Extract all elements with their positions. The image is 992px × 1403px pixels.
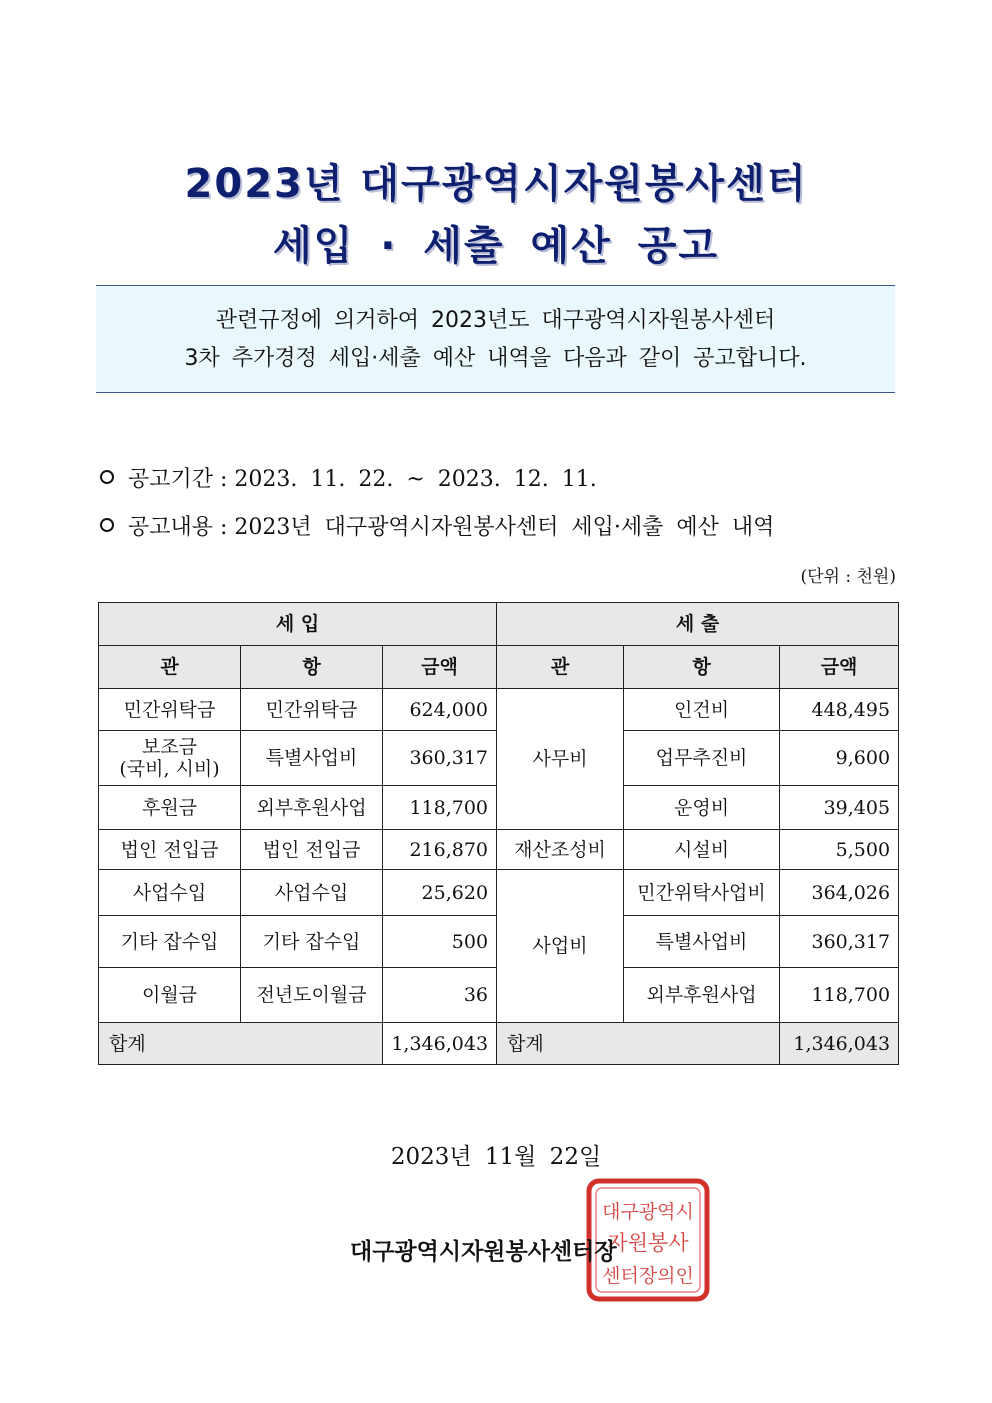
revenue-amount: 25,620 — [383, 870, 497, 916]
revenue-amount: 500 — [383, 916, 497, 968]
notice-period — [100, 462, 597, 493]
intro-line1: 관련규정에 의거하여 2023년도 대구광역시자원봉사센터 — [215, 308, 776, 333]
revenue-amount: 216,870 — [383, 830, 497, 870]
expense-gwan-business: 사업비 — [497, 870, 624, 1023]
expense-hang: 인건비 — [624, 689, 780, 731]
col-header-amount: 금액 — [780, 646, 899, 689]
revenue-gwan: 법인 전입금 — [99, 830, 241, 870]
intro-line2: 3차 추가경정 세입·세출 예산 내역을 다음과 같이 공고합니다. — [184, 346, 807, 371]
revenue-amount: 624,000 — [383, 689, 497, 731]
organization-name: 대구광역시자원봉사센터장 — [350, 1238, 617, 1265]
expense-total: 1,346,043 — [780, 1023, 899, 1065]
expense-amount: 39,405 — [780, 786, 899, 830]
expense-hang: 시설비 — [624, 830, 780, 870]
page-title-line1: 2023년 대구광역시자원봉사센터 — [184, 161, 808, 207]
table-row — [99, 870, 899, 916]
revenue-gwan-line2: (국비, 시비) — [119, 758, 220, 780]
expense-gwan-asset: 재산조성비 — [497, 830, 624, 870]
expense-amount: 364,026 — [780, 870, 899, 916]
revenue-total-label: 합계 — [99, 1023, 383, 1065]
budget-table — [98, 602, 899, 1065]
table-total-row — [99, 1023, 899, 1065]
revenue-hang: 전년도이월금 — [241, 968, 383, 1023]
revenue-gwan — [99, 731, 241, 786]
circle-bullet-icon — [100, 518, 114, 532]
revenue-gwan-line1: 보조금 — [141, 736, 198, 758]
col-header-hang: 항 — [624, 646, 780, 689]
svg-text:자원봉사: 자원봉사 — [607, 1231, 689, 1255]
notice-period-label: 공고기간 : — [128, 467, 228, 492]
revenue-gwan: 이월금 — [99, 968, 241, 1023]
notice-period-value: 2023. 11. 22. ~ 2023. 12. 11. — [234, 467, 597, 492]
revenue-header: 세 입 — [99, 603, 497, 646]
expense-hang: 운영비 — [624, 786, 780, 830]
revenue-gwan: 후원금 — [99, 786, 241, 830]
expense-hang: 업무추진비 — [624, 731, 780, 786]
page-title-line2: 세입 · 세출 예산 공고 — [272, 223, 720, 269]
expense-hang: 특별사업비 — [624, 916, 780, 968]
unit-label: (단위 : 천원) — [800, 567, 896, 587]
table-row — [99, 830, 899, 870]
expense-amount: 360,317 — [780, 916, 899, 968]
revenue-total: 1,346,043 — [383, 1023, 497, 1065]
expense-amount: 118,700 — [780, 968, 899, 1023]
svg-text:센터장의인: 센터장의인 — [602, 1265, 694, 1287]
expense-total-label: 합계 — [497, 1023, 780, 1065]
revenue-hang: 법인 전입금 — [241, 830, 383, 870]
notice-content-label: 공고내용 : — [128, 515, 228, 540]
svg-text:대구광역시: 대구광역시 — [602, 1201, 694, 1223]
revenue-amount: 360,317 — [383, 731, 497, 786]
revenue-hang: 기타 잡수입 — [241, 916, 383, 968]
expense-gwan-office: 사무비 — [497, 689, 624, 830]
expense-amount: 448,495 — [780, 689, 899, 731]
expense-header: 세 출 — [497, 603, 899, 646]
col-header-gwan: 관 — [99, 646, 241, 689]
expense-hang: 민간위탁사업비 — [624, 870, 780, 916]
notice-content — [100, 510, 774, 541]
expense-amount: 9,600 — [780, 731, 899, 786]
revenue-amount: 36 — [383, 968, 497, 1023]
revenue-amount: 118,700 — [383, 786, 497, 830]
circle-bullet-icon — [100, 470, 114, 484]
revenue-gwan: 기타 잡수입 — [99, 916, 241, 968]
revenue-gwan: 사업수입 — [99, 870, 241, 916]
expense-hang: 외부후원사업 — [624, 968, 780, 1023]
revenue-hang: 사업수입 — [241, 870, 383, 916]
expense-amount: 5,500 — [780, 830, 899, 870]
col-header-amount: 금액 — [383, 646, 497, 689]
revenue-hang: 특별사업비 — [241, 731, 383, 786]
revenue-gwan: 민간위탁금 — [99, 689, 241, 731]
notice-date: 2023년 11월 22일 — [390, 1144, 602, 1170]
revenue-hang: 외부후원사업 — [241, 786, 383, 830]
revenue-hang: 민간위탁금 — [241, 689, 383, 731]
table-row — [99, 689, 899, 731]
col-header-gwan: 관 — [497, 646, 624, 689]
col-header-hang: 항 — [241, 646, 383, 689]
notice-content-value: 2023년 대구광역시자원봉사센터 세입·세출 예산 내역 — [234, 515, 775, 540]
intro-box — [96, 285, 895, 393]
